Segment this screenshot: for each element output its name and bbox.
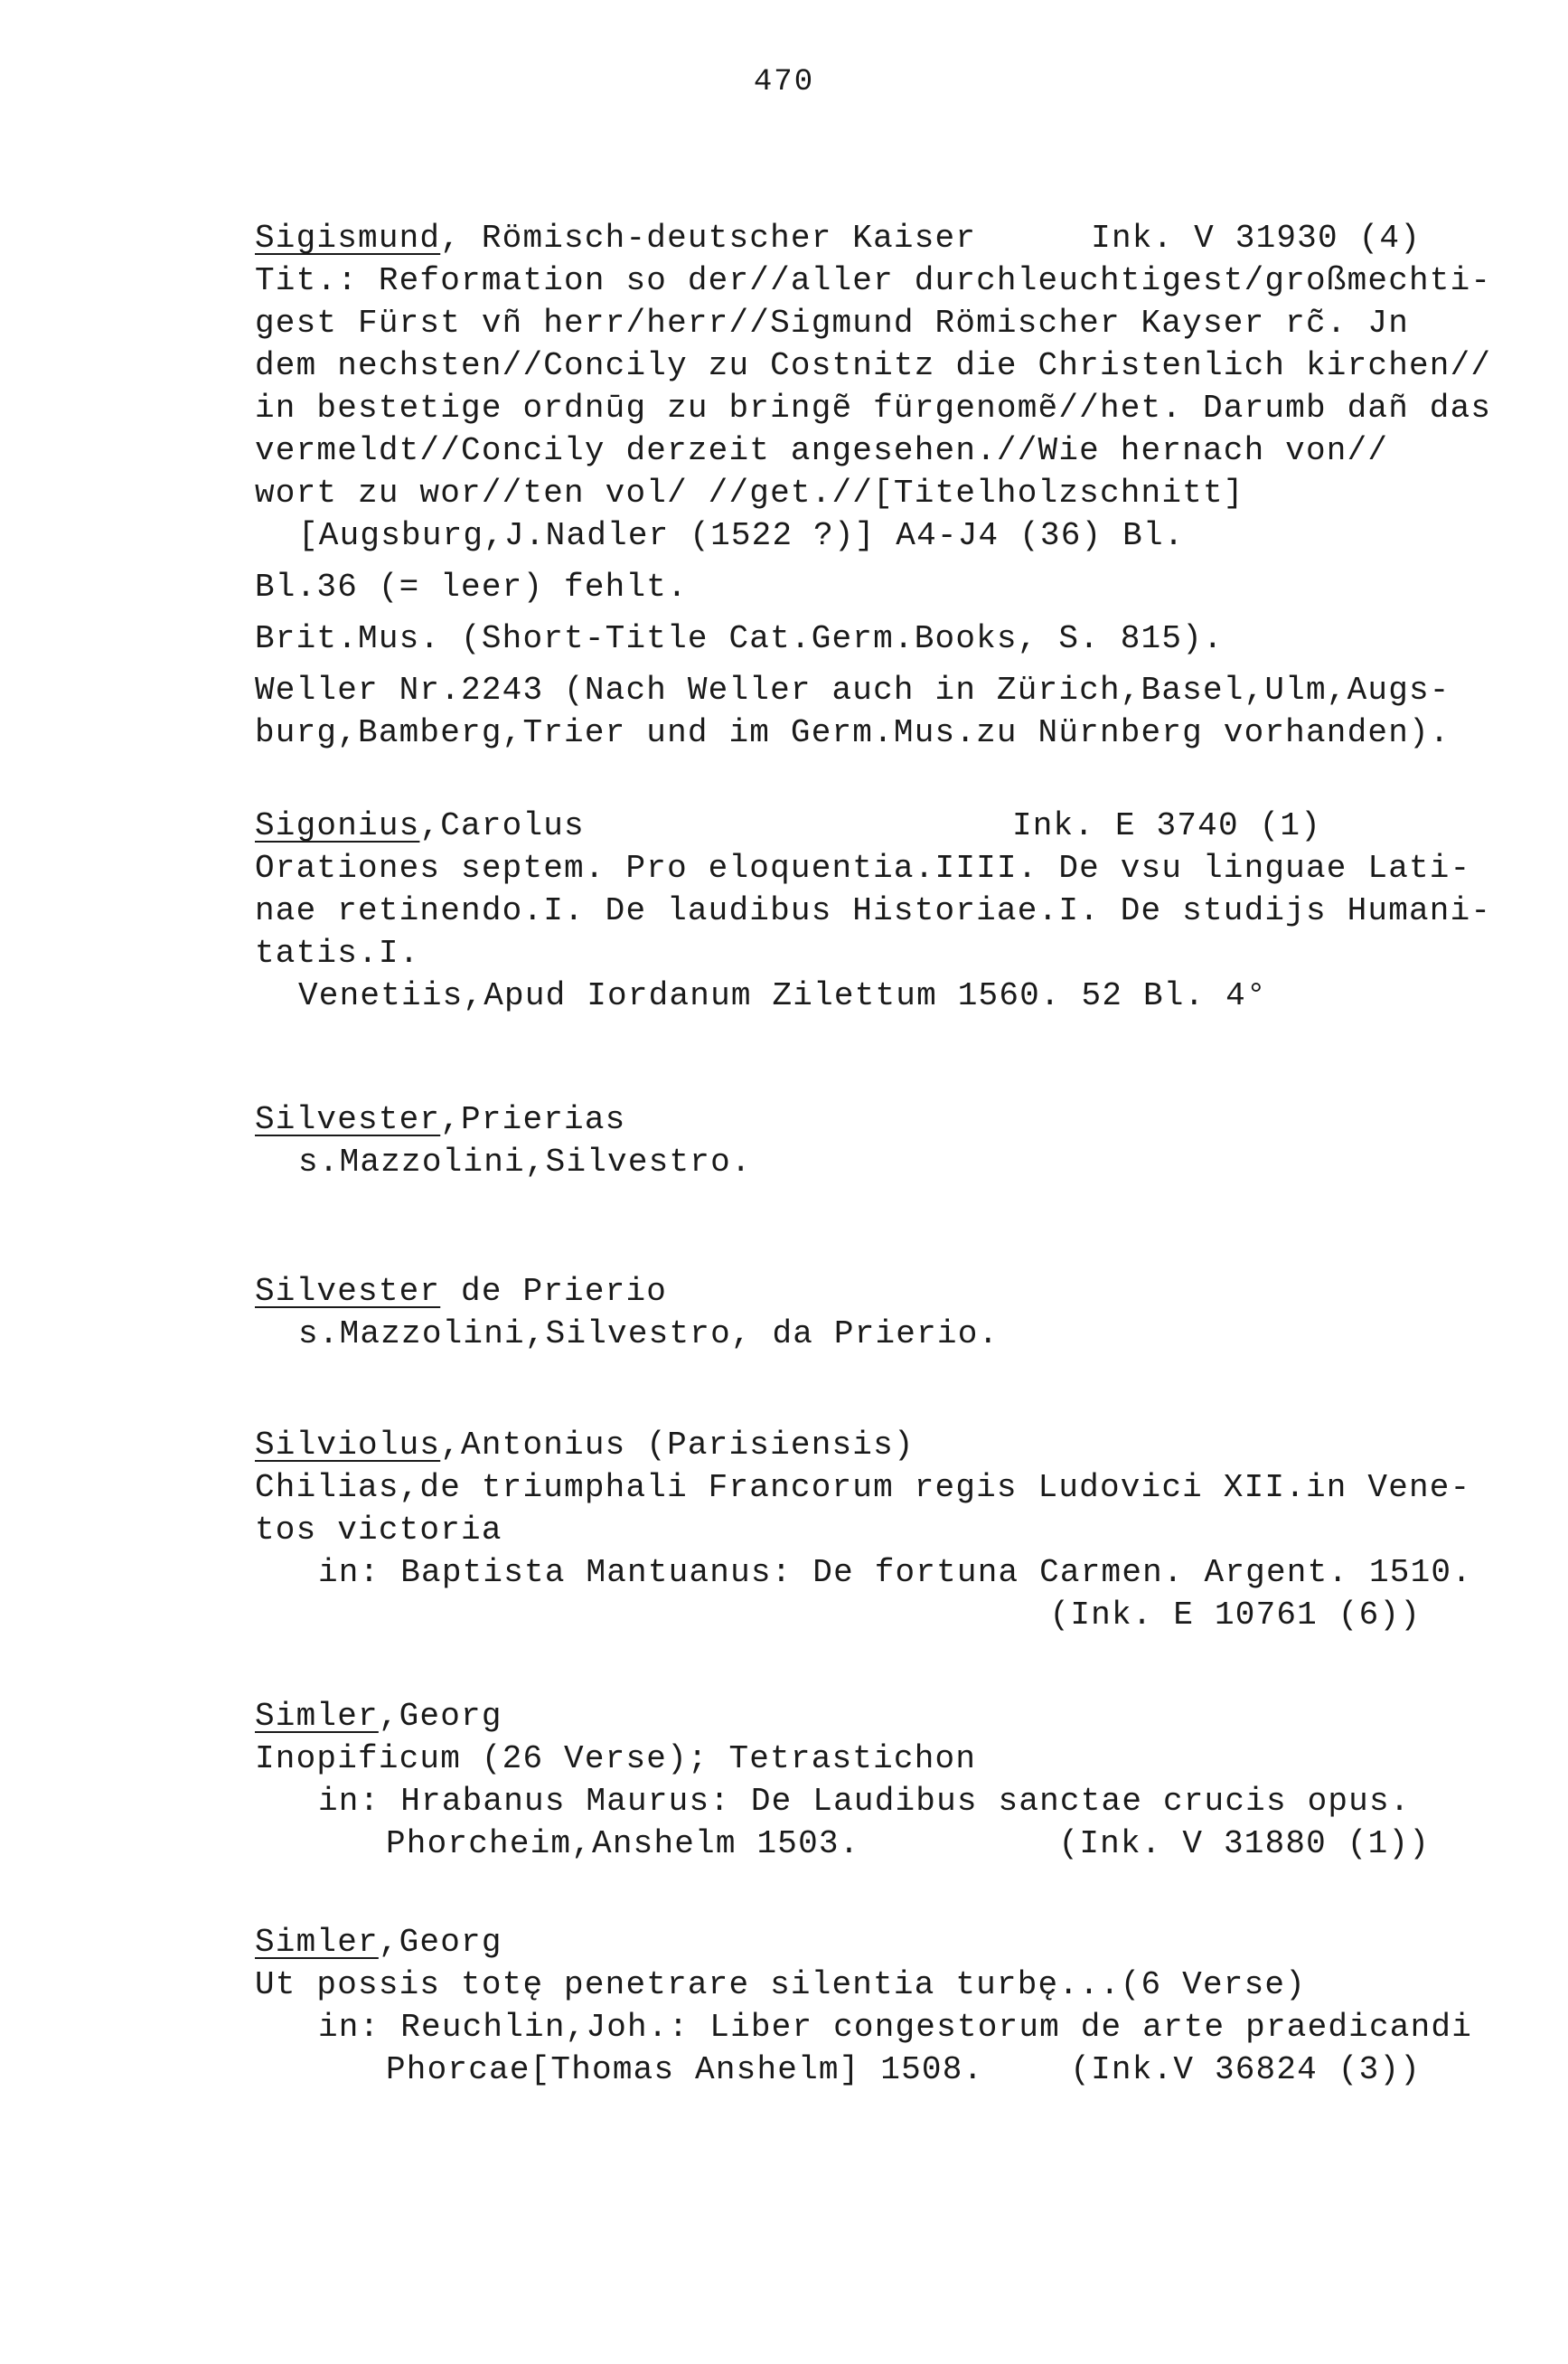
cross-reference: s.Mazzolini,Silvestro.	[298, 1144, 752, 1181]
entry-name-rest: ,Antonius (Parisiensis)	[440, 1427, 915, 1464]
catalog-entry	[255, 1695, 1457, 1865]
entry-heading	[255, 1921, 1457, 1964]
title-line: Orationes septem. Pro eloquentia.IIII. De vsu linguae Lati-	[255, 850, 1471, 887]
title-line: Tit.: Reformation so der//aller durchleuchtigest/großmechti-	[255, 262, 1492, 299]
catalog-entry	[255, 217, 1492, 754]
imprint-line: Phorcheim,Anshelm 1503.	[386, 1825, 860, 1862]
title-line: gest Fürst vñ herr/herr//Sigmund Römischer Kayser rc̃. Jn	[255, 305, 1409, 342]
entry-heading	[255, 217, 1457, 259]
signature-row	[255, 1594, 1457, 1636]
entry-name: Sigonius	[255, 807, 420, 844]
note-line: burg,Bamberg,Trier und im Germ.Mus.zu Nürnberg vorhanden).	[255, 714, 1451, 751]
note-line: Brit.Mus. (Short-Title Cat.Germ.Books, S. 815).	[255, 620, 1224, 657]
page-number: 470	[753, 65, 815, 99]
source-line: in: Reuchlin,Joh.: Liber congestorum de arte praedicandi	[318, 2009, 1472, 2046]
title-line: vermeldt//Concily derzeit angesehen.//Wie hernach von//	[255, 432, 1389, 469]
entry-name: Silvester	[255, 1273, 441, 1310]
shelf-signature: (Ink.V 36824 (3))	[1070, 2051, 1421, 2088]
imprint-row	[255, 2048, 1457, 2091]
source-line: in: Baptista Mantuanus: De fortuna Carmen. Argent. 1510.	[318, 1554, 1472, 1591]
title-line: wort zu wor//ten vol/ //get.//[Titelholzschnitt]	[255, 475, 1244, 512]
title-line: tos victoria	[255, 1512, 502, 1549]
entry-name-rest: ,Georg	[378, 1924, 502, 1961]
catalog-entry	[255, 1424, 1472, 1636]
note-line: Bl.36 (= leer) fehlt.	[255, 569, 688, 606]
imprint-line: Phorcae[Thomas Anshelm] 1508.	[386, 2051, 984, 2088]
entry-heading	[255, 1695, 1457, 1738]
entry-name: Simler	[255, 1698, 379, 1735]
entry-heading	[255, 1098, 1457, 1141]
title-line: tatis.I.	[255, 935, 420, 972]
shelf-signature: (Ink. E 10761 (6))	[1049, 1596, 1421, 1634]
cross-reference: s.Mazzolini,Silvestro, da Prierio.	[298, 1315, 1000, 1352]
imprint-line: Venetiis,Apud Iordanum Zilettum 1560. 52 Bl. 4°	[298, 977, 1267, 1014]
entry-name-rest: ,Prierias	[440, 1101, 626, 1138]
entry-name-rest: ,Carolus	[419, 807, 585, 844]
entry-heading	[255, 805, 1457, 847]
shelf-signature: Ink. V 31930 (4)	[1091, 220, 1421, 257]
catalog-entry	[255, 1098, 1457, 1183]
imprint-line: [Augsburg,J.Nadler (1522 ?)] A4-J4 (36) Bl.	[298, 517, 1185, 554]
entry-name: Simler	[255, 1924, 379, 1961]
entry-heading	[255, 1424, 1457, 1466]
title-line: Chilias,de triumphali Francorum regis Ludovici XII.in Vene-	[255, 1469, 1471, 1506]
source-line: in: Hrabanus Maurus: De Laudibus sanctae crucis opus.	[318, 1783, 1411, 1820]
catalog-entry	[255, 1921, 1472, 2091]
catalog-entry	[255, 1270, 1457, 1355]
title-line: nae retinendo.I. De laudibus Historiae.I. De studijs Humani-	[255, 892, 1492, 929]
entry-name: Sigismund	[255, 220, 441, 257]
shelf-signature: (Ink. V 31880 (1))	[1058, 1825, 1430, 1862]
title-line: dem nechsten//Concily zu Costnitz die Christenlich kirchen//	[255, 347, 1492, 384]
entry-name-rest: de Prierio	[440, 1273, 668, 1310]
shelf-signature: Ink. E 3740 (1)	[1011, 807, 1321, 844]
title-line: in bestetige ordnūg zu bringẽ fürgenomẽ//het. Darumb dañ das	[255, 390, 1492, 427]
catalog-entry	[255, 805, 1492, 1017]
imprint-row	[255, 1822, 1457, 1865]
title-line: Inopificum (26 Verse); Tetrastichon	[255, 1740, 977, 1777]
entry-name: Silvester	[255, 1101, 441, 1138]
entry-name: Silviolus	[255, 1427, 441, 1464]
note-line: Weller Nr.2243 (Nach Weller auch in Zürich,Basel,Ulm,Augs-	[255, 672, 1451, 709]
entry-name-rest: ,Georg	[378, 1698, 502, 1735]
entry-name-rest: , Römisch-deutscher Kaiser	[440, 220, 977, 257]
title-line: Ut possis totę penetrare silentia turbę...(6 Verse)	[255, 1966, 1306, 2003]
entry-heading	[255, 1270, 1457, 1313]
